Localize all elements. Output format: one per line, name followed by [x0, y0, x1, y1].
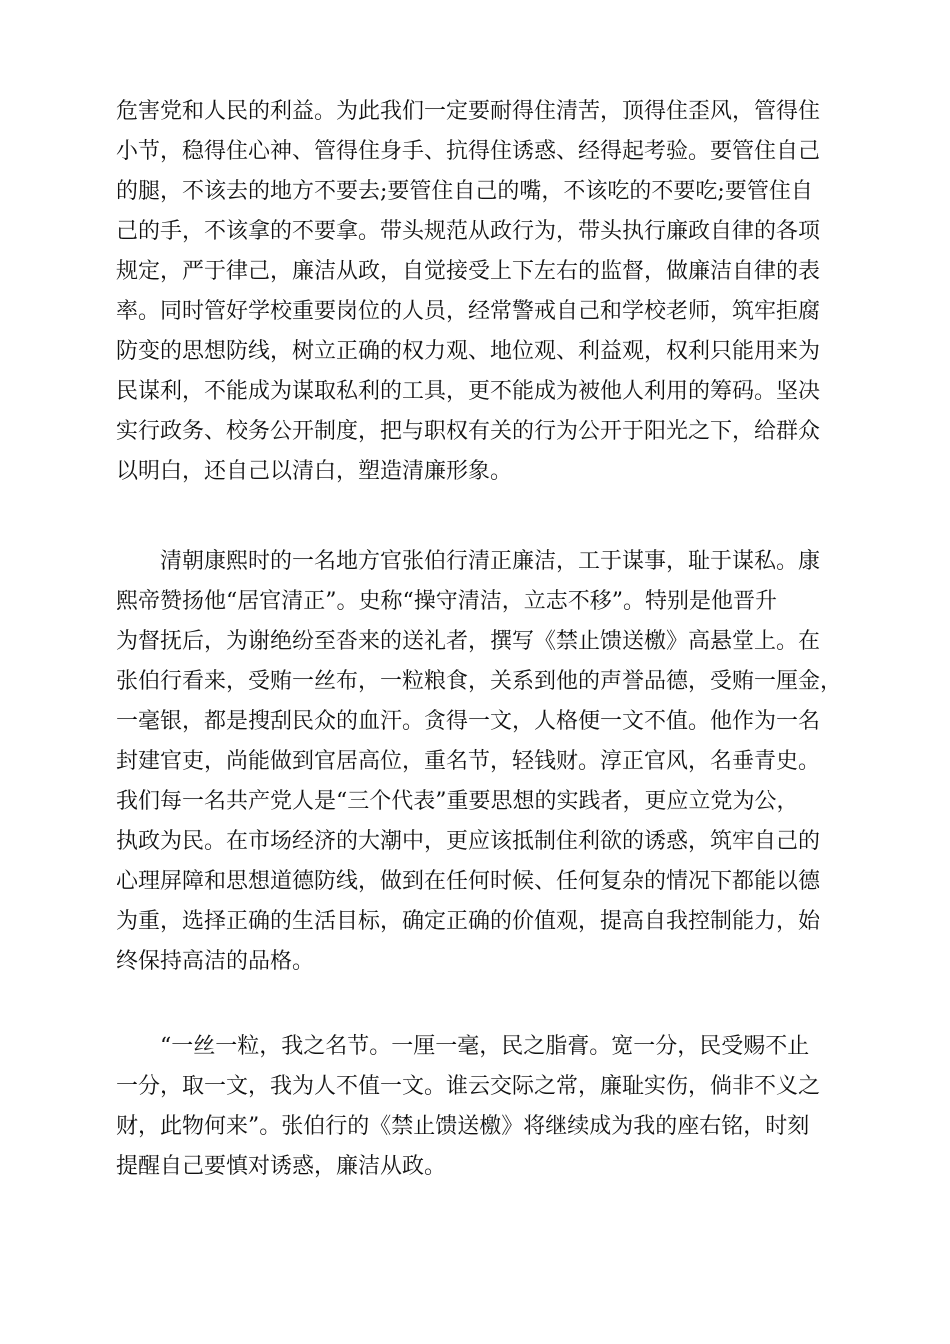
paragraph-line: 一毫银，都是搜刮民众的血汗。贪得一文，人格便一文不值。他作为一名 — [116, 709, 821, 734]
paragraph-line: 民谋利，不能成为谋取私利的工具，更不能成为被他人利用的筹码。坚决 — [116, 379, 821, 404]
paragraph-line: 心理屏障和思想道德防线，做到在任何时候、任何复杂的情况下都能以德 — [116, 869, 821, 894]
paragraph-line: 封建官吏，尚能做到官居高位，重名节，轻钱财。淳正官风，名垂青史。 — [116, 749, 821, 774]
paragraph-line: 终保持高洁的品格。 — [116, 949, 315, 974]
paragraph-line: “一丝一粒，我之名节。一厘一毫，民之脂膏。宽一分，民受赐不止 — [160, 1034, 810, 1059]
paragraph-3 — [116, 1027, 836, 1187]
paragraph-line: 以明白，还自己以清白，塑造清廉形象。 — [116, 459, 513, 484]
paragraph-line: 小节，稳得住心神、管得住身手、抗得住诱惑、经得起考验。要管住自己 — [116, 139, 821, 164]
paragraph-line: 防变的思想防线，树立正确的权力观、地位观、利益观，权利只能用来为 — [116, 339, 821, 364]
paragraph-line: 我们每一名共产党人是“三个代表”重要思想的实践者，更应立党为公， — [116, 789, 799, 814]
paragraph-line: 率。同时管好学校重要岗位的人员，经常警戒自己和学校老师，筑牢拒腐 — [116, 299, 821, 324]
paragraph-line: 提醒自己要慎对诱惑，廉洁从政。 — [116, 1154, 447, 1179]
paragraph-line: 规定，严于律己，廉洁从政，自觉接受上下左右的监督，做廉洁自律的表 — [116, 259, 821, 284]
paragraph-line: 张伯行看来，受贿一丝布，一粒粮食，关系到他的声誉品德，受贿一厘金， — [116, 669, 843, 694]
paragraph-line: 危害党和人民的利益。为此我们一定要耐得住清苦，顶得住歪风，管得住 — [116, 99, 821, 124]
paragraph-line: 熙帝赞扬他“居官清正”。史称“操守清洁，立志不移”。特别是他晋升 — [116, 589, 777, 614]
paragraph-line: 己的手，不该拿的不要拿。带头规范从政行为，带头执行廉政自律的各项 — [116, 219, 821, 244]
paragraph-line: 为重，选择正确的生活目标，确定正确的价值观，提高自我控制能力，始 — [116, 909, 821, 934]
paragraph-2 — [116, 542, 843, 982]
paragraph-line: 的腿，不该去的地方不要去;要管住自己的嘴，不该吃的不要吃;要管住自 — [116, 179, 813, 204]
paragraph-1 — [116, 92, 836, 492]
paragraph-line: 一分，取一文，我为人不值一文。谁云交际之常，廉耻实伤，倘非不义之 — [116, 1074, 821, 1099]
paragraph-line: 财，此物何来”。张伯行的《禁止馈送檄》将继续成为我的座右铭，时刻 — [116, 1114, 810, 1139]
paragraph-line: 清朝康熙时的一名地方官张伯行清正廉洁，工于谋事，耻于谋私。康 — [160, 549, 821, 574]
paragraph-line: 为督抚后，为谢绝纷至沓来的送礼者，撰写《禁止馈送檄》高悬堂上。在 — [116, 629, 821, 654]
paragraph-line: 实行政务、校务公开制度，把与职权有关的行为公开于阳光之下，给群众 — [116, 419, 821, 444]
paragraph-line: 执政为民。在市场经济的大潮中，更应该抵制住利欲的诱惑，筑牢自己的 — [116, 829, 821, 854]
